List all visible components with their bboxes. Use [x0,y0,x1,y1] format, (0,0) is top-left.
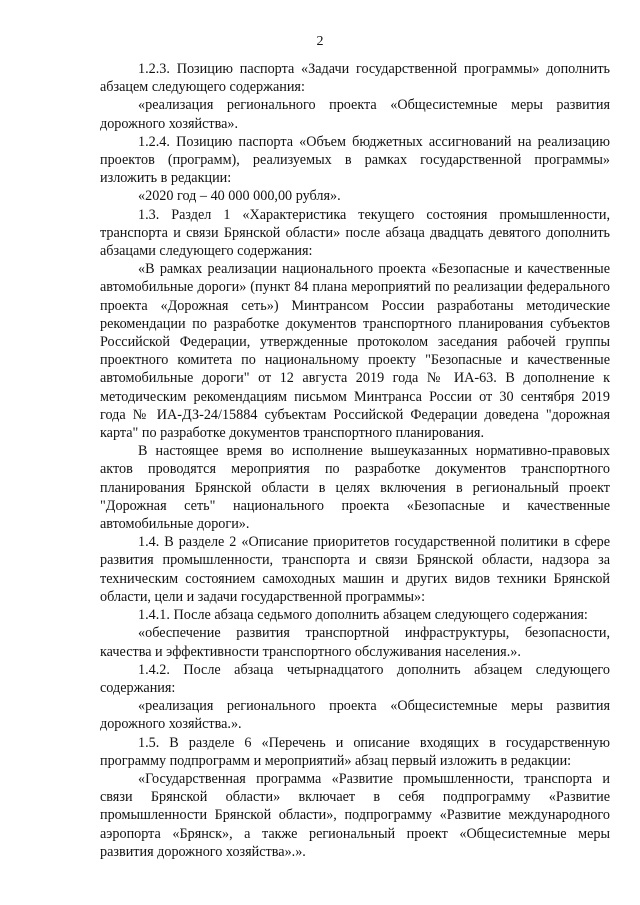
document-body [100,60,610,861]
page-number: 2 [316,34,324,49]
paragraph-1-5: 1.5. В разделе 6 «Перечень и описание входящих в государственную программу подпрограмм и мероприятий» абзац первый изложить в редакции: [100,734,610,769]
paragraph-1-4: 1.4. В разделе 2 «Описание приоритетов государственной политики в сфере развития промышленности, транспорта и связи Брянской области, надзора за техническим состоянием самоходных машин и других видов техники Брянской области, цели и задачи государственной программы»: [100,534,610,605]
paragraph-1-3: 1.3. Раздел 1 «Характеристика текущего состояния промышленности, транспорта и связи Брянской области» после абзаца двадцать девятого дополнить абзацами следующего содержания: [100,206,610,260]
paragraph-1-2-4: 1.2.4. Позицию паспорта «Объем бюджетных ассигнований на реализацию проектов (программ), реализуемых в рамках государственной программы» изложить в редакции: [100,133,610,187]
paragraph-national-project: «В рамках реализации национального проекта «Безопасные и качественные автомобильные дороги» (пункт 84 плана мероприятий по реализации федерального проекта «Дорожная сеть») Минтрансом России разработаны методические рекомендации по разработке документов транспортного планирования субъектов Российской Федерации, утвержденные протоколом заседания рабочей группы проектного комитета по национальному проекту "Безопасные и качественные автомобильные дороги" от 12 августа 2019 года № ИА-63. В дополнение к методическим рекомендациям письмом Минтранса России от 30 сентября 2019 года № ИА-ДЗ-24/15884 субъектам Российской Федерации доведена "дорожная карта" по разработке документов транспортного планирования. [100,261,610,442]
paragraph-1-4-1: 1.4.1. После абзаца седьмого дополнить абзацем следующего содержания: [138,607,588,624]
paragraph-quote-road-economy: «реализация регионального проекта «Общесистемные меры развития дорожного хозяйства.». [100,698,610,733]
paragraph-budget-2020: «2020 год – 40 000 000,00 рубля». [138,188,341,205]
paragraph-transport-infrastructure: «обеспечение развития транспортной инфраструктуры, безопасности, качества и эффективности транспортного обслуживания населения.». [100,625,610,660]
paragraph-current-measures: В настоящее время во исполнение вышеуказанных нормативно-правовых актов проводятся мероприятия по разработке документов транспортного планирования Брянской области в целях включения в региональный проект "Дорожная сеть" национального проекта «Безопасные и качественные автомобильные дороги». [100,443,610,533]
paragraph-1-2-3: 1.2.3. Позицию паспорта «Задачи государственной программы» дополнить абзацем следующего содержания: [100,61,610,96]
paragraph-1-4-2: 1.4.2. После абзаца четырнадцатого дополнить абзацем следующего содержания: [100,661,610,696]
paragraph-quote-regional-project: «реализация регионального проекта «Общесистемные меры развития дорожного хозяйства». [100,97,610,132]
paragraph-state-program: «Государственная программа «Развитие промышленности, транспорта и связи Брянской области» включает в себя подпрограмму «Развитие промышленности Брянской области», подпрограмму «Развитие международного аэропорта «Брянск», а также региональный проект «Общесистемные меры развития дорожного хозяйства».». [100,770,610,860]
